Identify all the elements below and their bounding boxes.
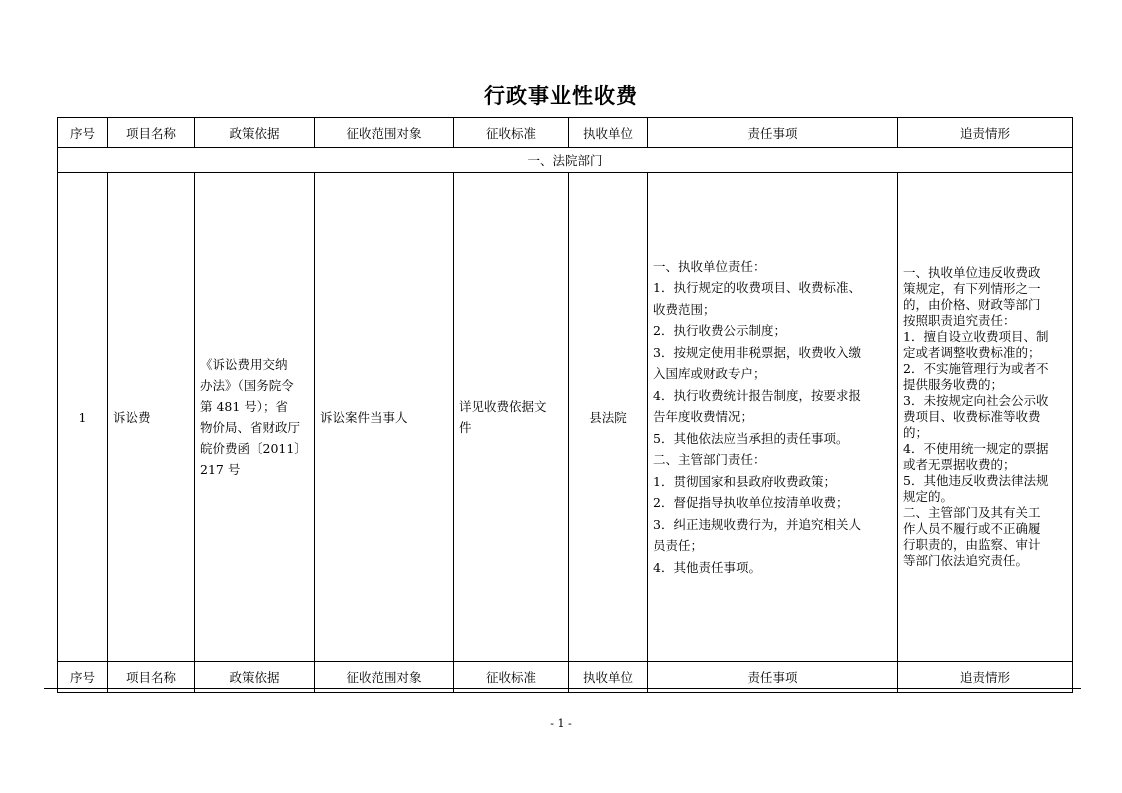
- header-cell-unit: 执收单位: [569, 118, 648, 148]
- responsibility-line: 二、主管部门责任：: [653, 452, 766, 468]
- row-policy: [195, 173, 315, 662]
- row-item-name: 诉讼费: [108, 173, 195, 662]
- responsibility-line: 一、执收单位责任：: [653, 258, 766, 274]
- accountability-line: 等部门依法追究责任。: [903, 553, 1029, 568]
- accountability-line: 4．不使用统一规定的票据: [903, 441, 1049, 456]
- row-unit: 县法院: [569, 173, 648, 662]
- policy-line: 《诉讼费用交纳: [200, 357, 288, 372]
- accountability-line: 费项目、收费标准等收费: [903, 409, 1041, 424]
- accountability-line: 策规定，有下列情形之一: [903, 281, 1041, 296]
- accountability-line: 3．未按规定向社会公示收: [903, 393, 1049, 408]
- standard-line: 详见收费依据文: [459, 399, 547, 414]
- policy-line: 第 481 号）；省: [200, 399, 289, 414]
- accountability-line: 行职责的，由监察、审计: [903, 537, 1041, 552]
- header-row: [58, 118, 1073, 148]
- row-no: 1: [58, 173, 108, 662]
- header-cell-policy: 政策依据: [195, 662, 315, 693]
- document-title: 行政事业性收费: [484, 84, 638, 108]
- section-row: [58, 148, 1073, 173]
- accountability-line: 作人员不履行或不正确履: [903, 521, 1041, 536]
- responsibility-line: 4．其他责任事项。: [653, 559, 761, 575]
- header-cell-scope: 征收范围对象: [315, 118, 454, 148]
- accountability-line: 规定的。: [903, 489, 954, 504]
- row-responsibility: [648, 173, 898, 662]
- responsibility-line: 收费范围；: [653, 301, 716, 317]
- page-number: - 1 -: [550, 717, 572, 730]
- responsibility-line: 员责任；: [653, 538, 704, 554]
- row-standard: [454, 173, 569, 662]
- header-cell-accountability: 追责情形: [898, 118, 1073, 148]
- accountability-line: 按照职责追究责任：: [903, 313, 1016, 328]
- policy-line: 217 号: [200, 462, 241, 477]
- fee-table: [57, 117, 1073, 693]
- responsibility-line: 3．按规定使用非税票据，收费收入缴: [653, 344, 861, 360]
- section-title: 一、法院部门: [58, 148, 1073, 173]
- responsibility-line: 1．贯彻国家和县政府收费政策；: [653, 473, 836, 489]
- header-cell-standard: 征收标准: [454, 662, 569, 693]
- accountability-line: 提供服务收费的；: [903, 377, 1004, 392]
- accountability-line: 1．擅自设立收费项目、制: [903, 329, 1049, 344]
- accountability-line: 一、执收单位违反收费政: [903, 265, 1041, 280]
- responsibility-line: 1．执行规定的收费项目、收费标准、: [653, 280, 861, 296]
- header-cell-responsibility: 责任事项: [648, 662, 898, 693]
- header-cell-policy: 政策依据: [195, 118, 315, 148]
- responsibility-line: 5．其他依法应当承担的责任事项。: [653, 430, 849, 446]
- accountability-line: 的；: [903, 425, 929, 440]
- header-cell-unit: 执收单位: [569, 662, 648, 693]
- responsibility-line: 告年度收费情况；: [653, 409, 754, 425]
- accountability-line: 5．其他违反收费法律法规: [903, 473, 1049, 488]
- header-cell-scope: 征收范围对象: [315, 662, 454, 693]
- table-row: [58, 173, 1073, 662]
- responsibility-line: 4．执行收费统计报告制度，按要求报: [653, 387, 861, 403]
- policy-line: 皖价费函〔2011〕: [200, 441, 307, 456]
- responsibility-line: 2．执行收费公示制度；: [653, 323, 786, 339]
- header-cell-no: 序号: [58, 662, 108, 693]
- row-scope: 诉讼案件当事人: [315, 173, 454, 662]
- responsibility-line: 入国库或财政专户；: [653, 366, 766, 382]
- responsibility-line: 2．督促指导执收单位按清单收费；: [653, 495, 849, 511]
- accountability-line: 定或者调整收费标准的；: [903, 345, 1041, 360]
- accountability-line: 2．不实施管理行为或者不: [903, 361, 1049, 376]
- header-cell-name: 项目名称: [108, 662, 195, 693]
- header-cell-standard: 征收标准: [454, 118, 569, 148]
- standard-line: 件: [459, 420, 472, 435]
- policy-line: 办法》（国务院令: [200, 378, 294, 393]
- policy-line: 物价局、省财政厅: [200, 420, 301, 435]
- header-cell-responsibility: 责任事项: [648, 118, 898, 148]
- accountability-line: 二、主管部门及其有关工: [903, 505, 1041, 520]
- responsibility-line: 3．纠正违规收费行为，并追究相关人: [653, 516, 861, 532]
- page-bottom-rule: [44, 688, 1081, 689]
- row-accountability: [898, 173, 1073, 662]
- accountability-line: 的，由价格、财政等部门: [903, 297, 1041, 312]
- header-cell-accountability: 追责情形: [898, 662, 1073, 693]
- header-cell-name: 项目名称: [108, 118, 195, 148]
- accountability-line: 或者无票据收费的；: [903, 457, 1016, 472]
- header-cell-no: 序号: [58, 118, 108, 148]
